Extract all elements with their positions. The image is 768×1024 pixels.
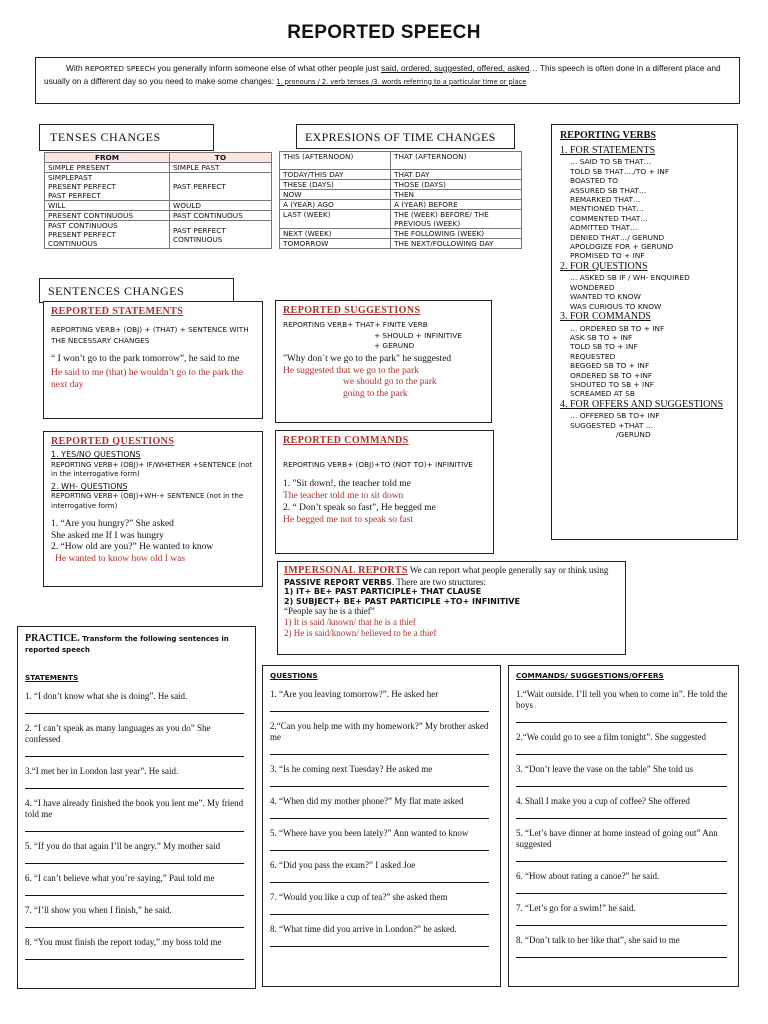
questions-wh-rule: REPORTING VERB+ (OBJ)+WH-+ SENTENCE (not in the interrogative form) bbox=[51, 492, 244, 510]
reporting-verb-item: TOLD SB TO + INF bbox=[570, 342, 638, 352]
exercise-prompt: 1. “Are you leaving tomorrow?”. He asked her bbox=[270, 689, 439, 699]
reporting-verb-item: ASK SB TO + INF bbox=[570, 333, 633, 342]
reporting-verb-item: SUGGESTED +THAT … bbox=[570, 420, 654, 430]
questions-example-1: 1. “Are you hungry?” She asked bbox=[51, 519, 174, 530]
tenses-from-cell: PAST CONTINUOUS PRESENT PERFECT CONTINUOUS bbox=[45, 221, 170, 249]
time-to-cell: THAT DAY bbox=[391, 170, 522, 180]
col-to: TO bbox=[170, 153, 272, 163]
question-exercise bbox=[270, 796, 493, 819]
exercise-prompt: 3. “Don’t leave the vase on the table” She told us bbox=[516, 763, 694, 774]
question-exercise bbox=[270, 892, 493, 915]
reporting-verb-item: REMARKED THAT… bbox=[570, 194, 641, 204]
impersonal-reports-box bbox=[277, 561, 626, 655]
reporting-verbs-box bbox=[551, 124, 738, 540]
page-title: REPORTED SPEECH bbox=[287, 22, 481, 43]
exercise-prompt: 1. “I don’t know what she is doing”. He said. bbox=[25, 691, 188, 701]
answer-line[interactable] bbox=[516, 850, 727, 862]
reporting-verb-item: WAS CURIOUS TO KNOW bbox=[570, 301, 662, 311]
question-exercise bbox=[270, 764, 493, 787]
reported-statements-title: REPORTED STATEMENTS bbox=[51, 306, 184, 317]
reported-commands-title: REPORTED COMMANDS bbox=[283, 435, 409, 446]
statements-rule: REPORTING VERB+ (OBJ) + (THAT) + SENTENCE WITH THE NECESSARY CHANGES bbox=[51, 325, 249, 345]
tenses-to-cell: WOULD bbox=[170, 201, 272, 211]
practice-commands-heading: COMMANDS/ SUGGESTIONS/OFFERS bbox=[516, 671, 664, 680]
time-to-cell: A (YEAR) BEFORE bbox=[391, 200, 522, 210]
reporting-verb-item: /GERUND bbox=[616, 430, 651, 440]
reported-questions-title: REPORTED QUESTIONS bbox=[51, 436, 175, 447]
time-to-cell: THOSE (DAYS) bbox=[391, 180, 522, 190]
answer-line[interactable] bbox=[25, 702, 244, 714]
impersonal-example: “People say he is a thief” bbox=[284, 606, 375, 617]
time-from-cell: TODAY/THIS DAY bbox=[280, 170, 391, 180]
exercise-prompt: 5. “Let’s have dinner at home instead of going out” Ann suggested bbox=[516, 827, 718, 849]
answer-line[interactable] bbox=[270, 871, 489, 883]
reporting-verb-item: … OFFERED SB TO+ INF bbox=[570, 411, 660, 421]
time-row bbox=[280, 229, 522, 239]
tenses-to-cell: PAST PERFECT bbox=[170, 173, 272, 201]
statement-exercise bbox=[25, 905, 248, 928]
commands-answer-1: The teacher told me to sit down bbox=[283, 490, 404, 501]
statement-exercise bbox=[25, 937, 248, 960]
practice-box bbox=[17, 626, 256, 989]
reporting-verb-item: ASSURED SB THAT… bbox=[570, 185, 647, 195]
time-from-cell: LAST (WEEK) bbox=[280, 210, 391, 229]
suggestions-rule-1: REPORTING VERB+ THAT+ FINITE VERB bbox=[283, 320, 428, 329]
statement-exercise bbox=[25, 841, 248, 864]
reporting-verb-item: WONDERED bbox=[570, 282, 615, 292]
tenses-row bbox=[45, 201, 272, 211]
question-exercise bbox=[270, 828, 493, 851]
reported-suggestions-box bbox=[275, 300, 492, 423]
time-to-cell: THE NEXT/FOLLOWING DAY bbox=[391, 239, 522, 249]
practice-title: PRACTICE. bbox=[25, 633, 80, 644]
tenses-to-cell: PAST CONTINUOUS bbox=[170, 211, 272, 221]
answer-line[interactable] bbox=[516, 775, 727, 787]
sentences-title: SENTENCES CHANGES bbox=[39, 278, 234, 303]
impersonal-answer-2: 2) He is said/known/ believed to be a thief bbox=[284, 627, 437, 638]
time-row bbox=[280, 200, 522, 210]
answer-line[interactable] bbox=[516, 711, 727, 723]
impersonal-title: IMPERSONAL REPORTS bbox=[284, 565, 408, 576]
exercise-prompt: 2. “I can’t speak as many languages as you do” She confessed bbox=[25, 722, 211, 744]
reporting-verb-item: MENTIONED THAT… bbox=[570, 204, 644, 214]
exercise-prompt: 6. “How about rating a canoe?” he said. bbox=[516, 870, 660, 881]
answer-line[interactable] bbox=[25, 745, 244, 757]
time-from-cell: TOMORROW bbox=[280, 239, 391, 249]
answer-line[interactable] bbox=[25, 820, 244, 832]
reported-suggestions-title: REPORTED SUGGESTIONS bbox=[283, 305, 421, 316]
exercise-prompt: 6. “Did you pass the exam?” I asked Joe bbox=[270, 859, 416, 870]
exercise-prompt: 8. “You must finish the report today,” my boss told me bbox=[25, 936, 222, 947]
verbs-questions-heading: 2. FOR QUESTIONS bbox=[560, 260, 648, 272]
answer-line[interactable] bbox=[25, 777, 244, 789]
statements-example: “ I won’t go to the park tomorrow”, he said to me bbox=[51, 353, 240, 364]
time-from-cell: NOW bbox=[280, 190, 391, 200]
tenses-from-cell: SIMPLEPAST PRESENT PERFECT PAST PERFECT bbox=[45, 173, 170, 201]
answer-line[interactable] bbox=[270, 839, 489, 851]
time-from-cell: THIS (AFTERNOON) bbox=[280, 152, 391, 170]
practice-questions-heading: QUESTIONS bbox=[270, 671, 318, 680]
tenses-row bbox=[45, 163, 272, 173]
time-row bbox=[280, 190, 522, 200]
command-exercise bbox=[516, 764, 731, 787]
exercise-prompt: 1.“Wait outside. I’ll tell you when to come in”. He told the boys bbox=[516, 689, 728, 710]
answer-line[interactable] bbox=[270, 935, 489, 947]
impersonal-passive: PASSIVE REPORT VERBS bbox=[284, 577, 392, 587]
answer-line[interactable] bbox=[516, 914, 727, 926]
exercise-prompt: 4. Shall I make you a cup of coffee? She offered bbox=[516, 795, 690, 806]
answer-line[interactable] bbox=[516, 807, 727, 819]
reporting-verb-item: COMMENTED THAT… bbox=[570, 213, 648, 223]
command-exercise bbox=[516, 732, 731, 755]
verbs-offers-heading: 4. FOR OFFERS AND SUGGESTIONS bbox=[560, 398, 724, 410]
answer-line[interactable] bbox=[25, 948, 244, 960]
questions-practice-box bbox=[262, 665, 501, 987]
tenses-to-cell: SIMPLE PAST bbox=[170, 163, 272, 173]
command-exercise bbox=[516, 689, 731, 723]
commands-practice-box bbox=[508, 665, 739, 987]
exercise-prompt: 7. “I’ll show you when I finish,” he said. bbox=[25, 904, 172, 915]
impersonal-intro: We can report what people generally say or think using bbox=[407, 565, 609, 575]
reporting-verb-item: ADMITTED THAT… bbox=[570, 223, 638, 233]
statement-exercise bbox=[25, 873, 248, 896]
answer-line[interactable] bbox=[270, 743, 489, 755]
question-exercise bbox=[270, 689, 493, 712]
tenses-to-cell: PAST PERFECT CONTINUOUS bbox=[170, 221, 272, 249]
reporting-verb-item: BOASTED TO bbox=[570, 176, 618, 186]
time-row bbox=[280, 239, 522, 249]
exercise-prompt: 5. “Where have you been lately?” Ann wanted to know bbox=[270, 827, 469, 838]
reporting-verb-item: … ORDERED SB TO + INF bbox=[570, 323, 665, 333]
reporting-verbs-title: REPORTING VERBS bbox=[560, 130, 656, 141]
tenses-from-cell: WILL bbox=[45, 201, 170, 211]
exercise-prompt: 2.“Can you help me with my homework?” My brother asked me bbox=[270, 720, 489, 742]
statement-exercise bbox=[25, 723, 248, 757]
exercise-prompt: 7. “Let’s go for a swim!” he said. bbox=[516, 902, 636, 913]
impersonal-answer-1: 1) It is said /known/ that he is a thief bbox=[284, 616, 416, 627]
reporting-verb-item: WANTED TO KNOW bbox=[570, 292, 641, 302]
tenses-table bbox=[44, 152, 272, 280]
intro-text-4: said, ordered, suggested, offered, asked bbox=[381, 63, 530, 73]
tenses-row bbox=[45, 221, 272, 249]
questions-example-2: 2. “How old are you?” He wanted to know bbox=[51, 542, 214, 553]
intro-text-2: REPORTED SPEECH bbox=[84, 64, 156, 73]
time-from-cell: A (YEAR) AGO bbox=[280, 200, 391, 210]
impersonal-structure-1: 1) IT+ BE+ PAST PARTICIPLE+ THAT CLAUSE bbox=[284, 587, 482, 597]
answer-line[interactable] bbox=[270, 775, 489, 787]
reported-questions-box bbox=[43, 431, 263, 587]
statement-exercise bbox=[25, 766, 248, 789]
time-from-cell: THESE (DAYS) bbox=[280, 180, 391, 190]
time-row bbox=[280, 180, 522, 190]
reporting-verb-item: DENIED THAT…/ GERUND bbox=[570, 232, 665, 242]
impersonal-intro-2: . There are two structures: bbox=[391, 576, 486, 587]
command-exercise bbox=[516, 828, 731, 862]
statements-answer: He said to me (that) he wouldn’t go to the park the next day bbox=[51, 368, 244, 390]
commands-answer-2: He begged me not to speak so fast bbox=[283, 514, 414, 525]
suggestions-rule-2: + SHOULD + INFINITIVE bbox=[374, 330, 462, 340]
reporting-verb-item: ORDERED SB TO +INF bbox=[570, 370, 653, 380]
commands-example-1: 1. "Sit down!, the teacher told me bbox=[283, 478, 411, 489]
exercise-prompt: 4. “I have already finished the book you lent me”. My friend told me bbox=[25, 797, 244, 819]
answer-line[interactable] bbox=[25, 852, 244, 864]
intro-text-6: 1. pronouns / 2. verb tenses /3. words referring to a particular time or place bbox=[276, 77, 527, 86]
time-to-cell: THAT (AFTERNOON) bbox=[391, 152, 522, 170]
answer-line[interactable] bbox=[516, 743, 727, 755]
reporting-verb-item: … ASKED SB IF / WH- ENQUIRED bbox=[570, 273, 690, 283]
command-exercise bbox=[516, 935, 731, 958]
questions-yes-no: 1. YES/NO QUESTIONS bbox=[51, 450, 141, 459]
time-row bbox=[280, 170, 522, 180]
time-row bbox=[280, 152, 522, 170]
intro-text-5: … This speech is often done in a different place and usually on a different day so you need to make some changes: bbox=[44, 63, 721, 86]
tenses-from-cell: SIMPLE PRESENT bbox=[45, 163, 170, 173]
statement-exercise bbox=[25, 798, 248, 832]
intro-text-3: you generally inform someone else of what other people just bbox=[155, 63, 382, 73]
command-exercise bbox=[516, 871, 731, 894]
exercise-prompt: 2.“We could go to see a film tonight”. She suggested bbox=[516, 731, 706, 742]
questions-answer-2: He wanted to know how old I was bbox=[55, 553, 186, 564]
verbs-commands-heading: 3. FOR COMMANDS bbox=[560, 310, 651, 322]
reported-statements-box bbox=[43, 301, 263, 419]
answer-line[interactable] bbox=[516, 946, 727, 958]
reporting-verb-item: TOLD SB THAT…./TO + INF bbox=[570, 166, 670, 176]
commands-example-2: 2. “ Don’t speak so fast”, He begged me bbox=[283, 502, 436, 513]
questions-wh: 2. WH- QUESTIONS bbox=[51, 481, 128, 491]
command-exercise bbox=[516, 796, 731, 819]
exercise-prompt: 3.“I met her in London last year”. He said. bbox=[25, 765, 179, 776]
reporting-verb-item: REQUESTED bbox=[570, 351, 616, 361]
question-exercise bbox=[270, 721, 493, 755]
questions-yes-no-rule: REPORTING VERB+ (OBJ)+ IF/WHETHER +SENTENCE (not in the interrogative form) bbox=[51, 460, 253, 479]
suggestions-rule-3: + GERUND bbox=[374, 341, 415, 351]
time-from-cell: NEXT (WEEK) bbox=[280, 229, 391, 239]
exercise-prompt: 4. “When did my mother phone?” My flat mate asked bbox=[270, 795, 464, 806]
question-exercise bbox=[270, 860, 493, 883]
answer-line[interactable] bbox=[270, 700, 489, 712]
time-table bbox=[279, 151, 522, 284]
suggestions-answer-1: He suggested that we go to the park bbox=[283, 365, 419, 376]
practice-subtitle: Transform the following sentences in reported speech bbox=[25, 635, 229, 654]
answer-line[interactable] bbox=[25, 916, 244, 928]
reporting-verb-item: PROMISED TO + INF bbox=[570, 251, 645, 261]
reporting-verb-item: SCREAMED AT SB bbox=[570, 389, 635, 399]
commands-rule: REPORTING VERB+ (OBJ)+TO (NOT TO)+ INFINITIVE bbox=[283, 460, 473, 469]
reported-commands-box bbox=[275, 430, 494, 554]
tenses-row bbox=[45, 211, 272, 221]
suggestions-answer-2: we should go to the park bbox=[343, 377, 437, 388]
impersonal-structure-2: 2) SUBJECT+ BE+ PAST PARTICIPLE +TO+ INFINITIVE bbox=[284, 596, 520, 606]
command-exercise bbox=[516, 903, 731, 926]
exercise-prompt: 7. “Would you like a cup of tea?” she asked them bbox=[270, 891, 448, 902]
time-row bbox=[280, 210, 522, 229]
exercise-prompt: 8. “Don’t talk to her like that”, she said to me bbox=[516, 934, 680, 945]
exercise-prompt: 3. “Is he coming next Tuesday? He asked me bbox=[270, 763, 433, 774]
answer-line[interactable] bbox=[270, 807, 489, 819]
intro-box bbox=[35, 57, 740, 104]
suggestions-example: "Why don´t we go to the park" he suggested bbox=[283, 353, 452, 364]
reporting-verb-item: … SAID TO SB THAT… bbox=[570, 157, 652, 167]
reporting-verb-item: SHOUTED TO SB + INF bbox=[570, 379, 654, 389]
intro-text-1: With bbox=[66, 63, 85, 73]
exercise-prompt: 8. “What time did you arrive in London?” he asked. bbox=[270, 923, 457, 934]
reporting-verb-item: APOLOGIZE FOR + GERUND bbox=[570, 241, 674, 251]
exercise-prompt: 5. “If you do that again I’ll be angry.” My mother said bbox=[25, 840, 221, 851]
tenses-title: TENSES CHANGES bbox=[39, 124, 214, 151]
questions-answer-1: She asked me If I was hungry bbox=[51, 530, 164, 541]
question-exercise bbox=[270, 924, 493, 947]
suggestions-answer-3: going to the park bbox=[343, 389, 408, 400]
verbs-statements-heading: 1. FOR STATEMENTS bbox=[560, 144, 656, 156]
time-title: EXPRESIONS OF TIME CHANGES bbox=[296, 124, 515, 149]
answer-line[interactable] bbox=[25, 884, 244, 896]
tenses-row bbox=[45, 173, 272, 201]
time-to-cell: THEN bbox=[391, 190, 522, 200]
answer-line[interactable] bbox=[516, 882, 727, 894]
tenses-from-cell: PRESENT CONTINUOUS bbox=[45, 211, 170, 221]
time-to-cell: THE (WEEK) BEFORE/ THE PREVIOUS (WEEK) bbox=[391, 210, 522, 229]
col-from: FROM bbox=[45, 153, 170, 163]
practice-statements-heading: STATEMENTS bbox=[25, 673, 79, 682]
exercise-prompt: 6. “I can’t believe what you’re saying,” Paul told me bbox=[25, 872, 215, 883]
time-to-cell: THE FOLLOWING (WEEK) bbox=[391, 229, 522, 239]
statement-exercise bbox=[25, 691, 248, 714]
reporting-verb-item: BEGGED SB TO + INF bbox=[570, 361, 650, 371]
answer-line[interactable] bbox=[270, 903, 489, 915]
